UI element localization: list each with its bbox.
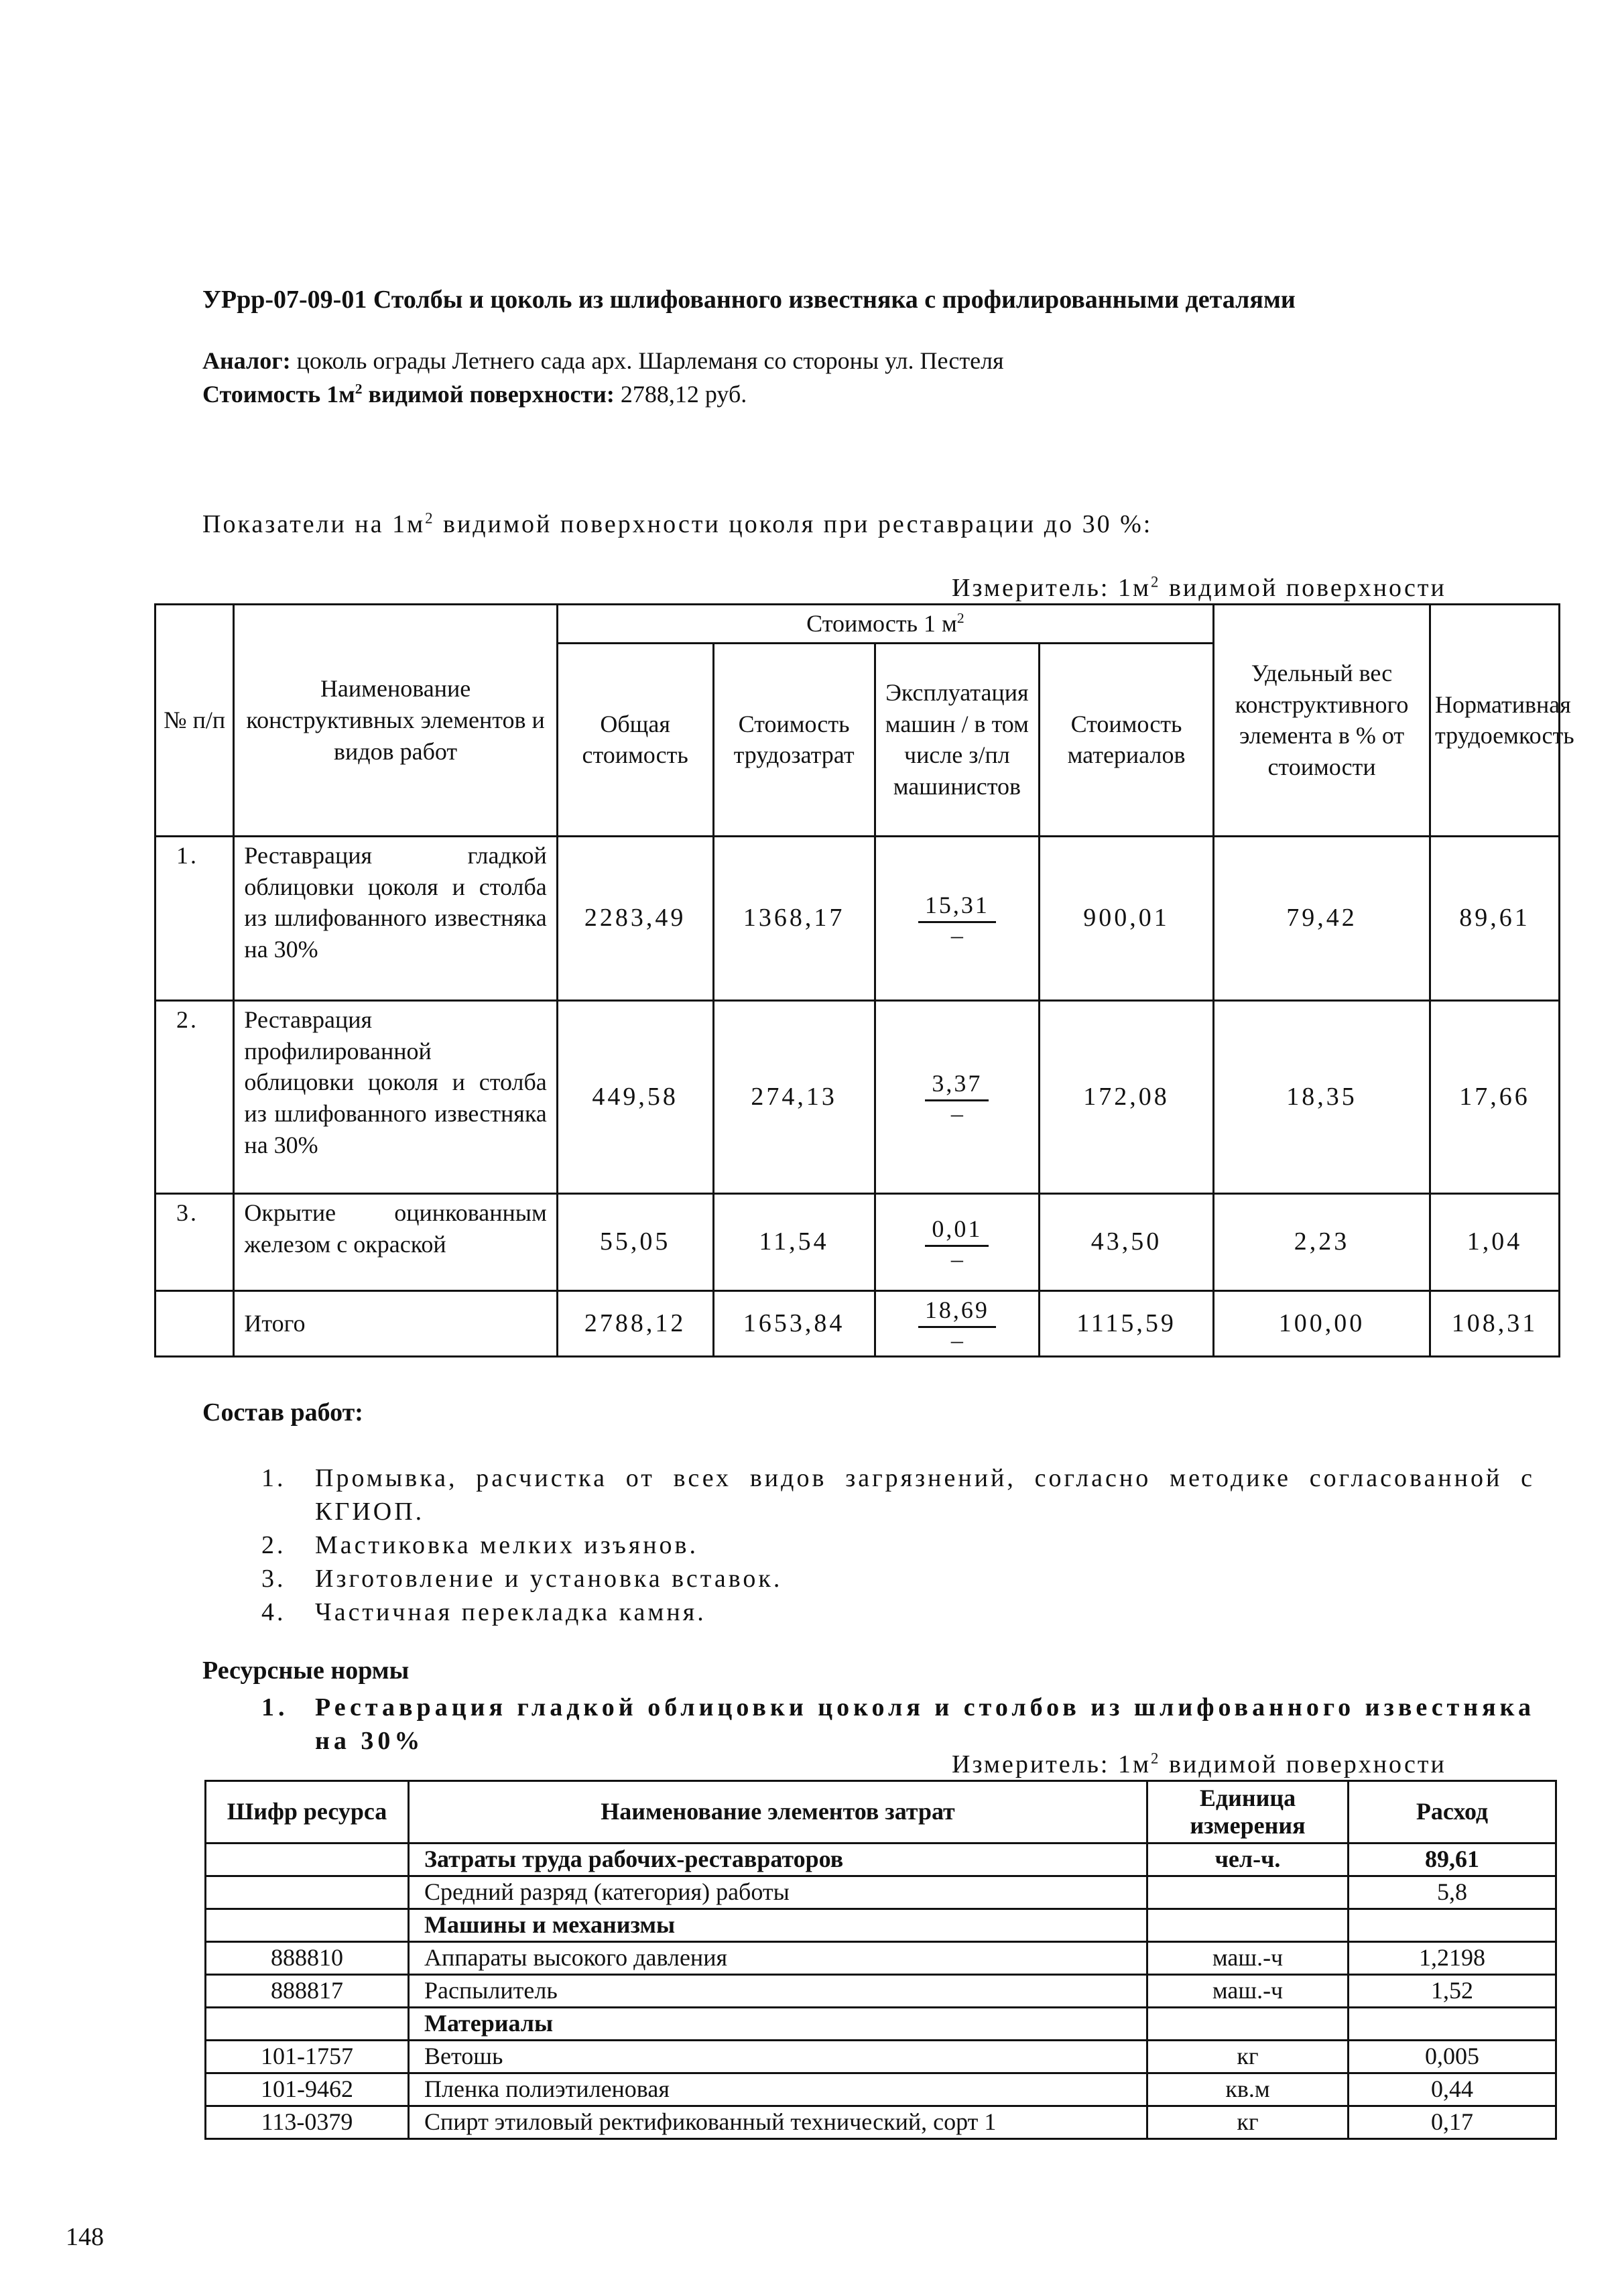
analog-text: цоколь ограды Летнего сада арх. Шарлеманя со стороны ул. Пестеля [296,347,1004,374]
cost-group-prefix: Стоимость 1 м [806,610,957,637]
meter-label [952,573,1446,603]
cell-unit: кг [1147,2106,1349,2139]
meter-suffix: видимой поверхности [1168,574,1446,602]
work-list [261,1461,1535,1629]
analog-label: Аналог: [202,347,291,374]
machines-value: 0,01 [925,1213,989,1247]
table-row [206,1975,1556,2008]
list-item-text: Изготовление и установка вставок. [315,1565,783,1593]
indicators-suffix: видимой поверхности цоколя при реставрации до 30 %: [443,510,1153,538]
machines-value: 18,69 [918,1294,996,1328]
row-index: 1. [155,836,234,1000]
list-item-text: Мастиковка мелких изъянов. [315,1531,698,1559]
cell-code: 101-1757 [206,2041,409,2073]
cost-table [154,603,1574,1357]
total-labor: 1653,84 [713,1290,875,1356]
list-item-number: 3. [261,1565,286,1593]
cell-code [206,2008,409,2041]
cell-amount: 0,005 [1349,2041,1556,2073]
cell-unit: чел-ч. [1147,1844,1349,1876]
row-machines [875,836,1039,1000]
cell-amount: 0,44 [1349,2073,1556,2106]
cell-name: Ветошь [409,2041,1147,2073]
row-total: 55,05 [557,1193,713,1290]
table-row [155,836,1560,1000]
cell-unit [1147,1876,1349,1909]
header-amount: Расход [1349,1781,1556,1844]
meter-label [952,1750,1446,1779]
cost-value: 2788,12 руб. [620,381,747,408]
row-labor: 11,54 [713,1193,875,1290]
cell-amount: 0,17 [1349,2106,1556,2139]
row-materials: 172,08 [1040,1000,1214,1193]
table-row [206,2106,1556,2139]
meter-sup: 2 [1151,1750,1161,1767]
row-machines [875,1193,1039,1290]
table-row [206,1909,1556,1942]
cell-amount: 1,2198 [1349,1942,1556,1975]
total-materials: 1115,59 [1040,1290,1214,1356]
row-index: 2. [155,1000,234,1193]
cell-name: Пленка полиэтиленовая [409,2073,1147,2106]
machines-subvalue: – [950,1245,963,1272]
header-name: Наименование конструктивных элементов и видов работ [234,605,557,837]
total-index [155,1290,234,1356]
total-row [155,1290,1560,1356]
cell-code: 113-0379 [206,2106,409,2139]
composition-title: Состав работ: [202,1398,363,1427]
machines-subvalue: – [950,1100,963,1128]
cell-name: Средний разряд (категория) работы [409,1876,1147,1909]
row-materials: 900,01 [1040,836,1214,1000]
table-row [206,2073,1556,2106]
row-total: 2283,49 [557,836,713,1000]
indicators-heading [202,509,1152,539]
machines-subvalue: – [950,1327,963,1354]
meter-sup: 2 [1151,573,1161,591]
row-share: 79,42 [1214,836,1430,1000]
list-item-number: 4. [261,1598,286,1626]
list-item-number: 1. [261,1464,286,1492]
page-title: УРрр-07-09-01 Столбы и цоколь из шлифованного известняка с профилированными деталями [202,286,1296,314]
cell-unit: кг [1147,2041,1349,2073]
table-row [206,1876,1556,1909]
total-share: 100,00 [1214,1290,1430,1356]
cell-unit [1147,2008,1349,2041]
row-machines [875,1000,1039,1193]
row-name: Реставрация профилированной облицовки цоколя и столба из шлифованного известняка на 30% [234,1000,557,1193]
page-number: 148 [66,2223,104,2251]
resources-subtitle [261,1691,1535,1758]
cell-amount [1349,2008,1556,2041]
cell-amount: 1,52 [1349,1975,1556,2008]
row-share: 2,23 [1214,1193,1430,1290]
cell-unit: кв.м [1147,2073,1349,2106]
cost-label-prefix: Стоимость 1м [202,381,355,408]
header-total: Общая стоимость [557,643,713,836]
list-item-text: Частичная перекладка камня. [315,1598,706,1626]
cell-name: Аппараты высокого давления [409,1942,1147,1975]
row-total: 449,58 [557,1000,713,1193]
cell-amount [1349,1909,1556,1942]
cost-label-sup: 2 [355,381,363,397]
header-share: Удельный вес конструктивного элемента в % от стоимости [1214,605,1430,837]
row-norm: 1,04 [1430,1193,1560,1290]
row-name: Реставрация гладкой облицовки цоколя и столба из шлифованного известняка на 30% [234,836,557,1000]
table-row [206,2041,1556,2073]
cell-name: Затраты труда рабочих-реставраторов [409,1844,1147,1876]
table-row [206,2008,1556,2041]
cell-unit: маш.-ч [1147,1975,1349,2008]
header-cost-group [557,605,1213,644]
cell-code: 101-9462 [206,2073,409,2106]
total-total: 2788,12 [557,1290,713,1356]
row-norm: 89,61 [1430,836,1560,1000]
cost-label-suffix: видимой поверхности: [368,381,615,408]
cell-amount: 89,61 [1349,1844,1556,1876]
row-share: 18,35 [1214,1000,1430,1193]
meter-prefix: Измеритель: 1м [952,574,1151,602]
machines-subvalue: – [950,921,963,949]
cost-label [202,381,615,408]
list-item [261,1595,1535,1629]
cell-name: Машины и механизмы [409,1909,1147,1942]
table-header-row [155,605,1560,644]
resources-table [204,1780,1557,2140]
resources-header-row [206,1781,1556,1844]
list-item-text: Промывка, расчистка от всех видов загрязнений, согласно методике согласованной с КГИОП. [315,1464,1535,1526]
header-unit: Единица измерения [1147,1781,1349,1844]
table-row [155,1193,1560,1290]
resources-subtitle-text: Реставрация гладкой облицовки цоколя и столбов из шлифованного известняка на 30% [315,1693,1535,1755]
cell-unit: маш.-ч [1147,1942,1349,1975]
header-materials: Стоимость материалов [1040,643,1214,836]
machines-value: 15,31 [918,890,996,923]
row-materials: 43,50 [1040,1193,1214,1290]
cell-name: Материалы [409,2008,1147,2041]
meter-prefix: Измеритель: 1м [952,1750,1151,1778]
cell-unit [1147,1909,1349,1942]
cell-code: 888810 [206,1942,409,1975]
row-index: 3. [155,1193,234,1290]
total-machines [875,1290,1039,1356]
header-element: Наименование элементов затрат [409,1781,1147,1844]
row-norm: 17,66 [1430,1000,1560,1193]
cell-code: 888817 [206,1975,409,2008]
header-norm: Нормативная трудоемкость [1430,605,1560,837]
table-row [155,1000,1560,1193]
machines-value: 3,37 [925,1068,989,1101]
resources-body [206,1844,1556,2139]
cell-code [206,1909,409,1942]
indicators-prefix: Показатели на 1м [202,510,426,538]
header-index: № п/п [155,605,234,837]
analog-line [202,347,1004,375]
cell-amount: 5,8 [1349,1876,1556,1909]
table-row [206,1942,1556,1975]
cell-code [206,1876,409,1909]
header-labor: Стоимость трудозатрат [713,643,875,836]
total-norm: 108,31 [1430,1290,1560,1356]
header-machines: Эксплуатация машин / в том числе з/пл машинистов [875,643,1039,836]
cell-code [206,1844,409,1876]
row-name: Окрытие оцинкованным железом с окраской [234,1193,557,1290]
indicators-sup: 2 [425,509,435,527]
row-labor: 1368,17 [713,836,875,1000]
resources-title: Ресурсные нормы [202,1656,410,1685]
header-code: Шифр ресурса [206,1781,409,1844]
cost-line [202,380,747,408]
cost-group-sup: 2 [956,610,964,626]
resources-subtitle-number: 1. [261,1693,289,1721]
cell-name: Спирт этиловый ректификованный технический, сорт 1 [409,2106,1147,2139]
list-item [261,1528,1535,1562]
list-item-number: 2. [261,1531,286,1559]
cell-name: Распылитель [409,1975,1147,2008]
list-item [261,1461,1535,1528]
table-row [206,1844,1556,1876]
row-labor: 274,13 [713,1000,875,1193]
total-name: Итого [234,1290,557,1356]
meter-suffix: видимой поверхности [1168,1750,1446,1778]
list-item [261,1562,1535,1595]
